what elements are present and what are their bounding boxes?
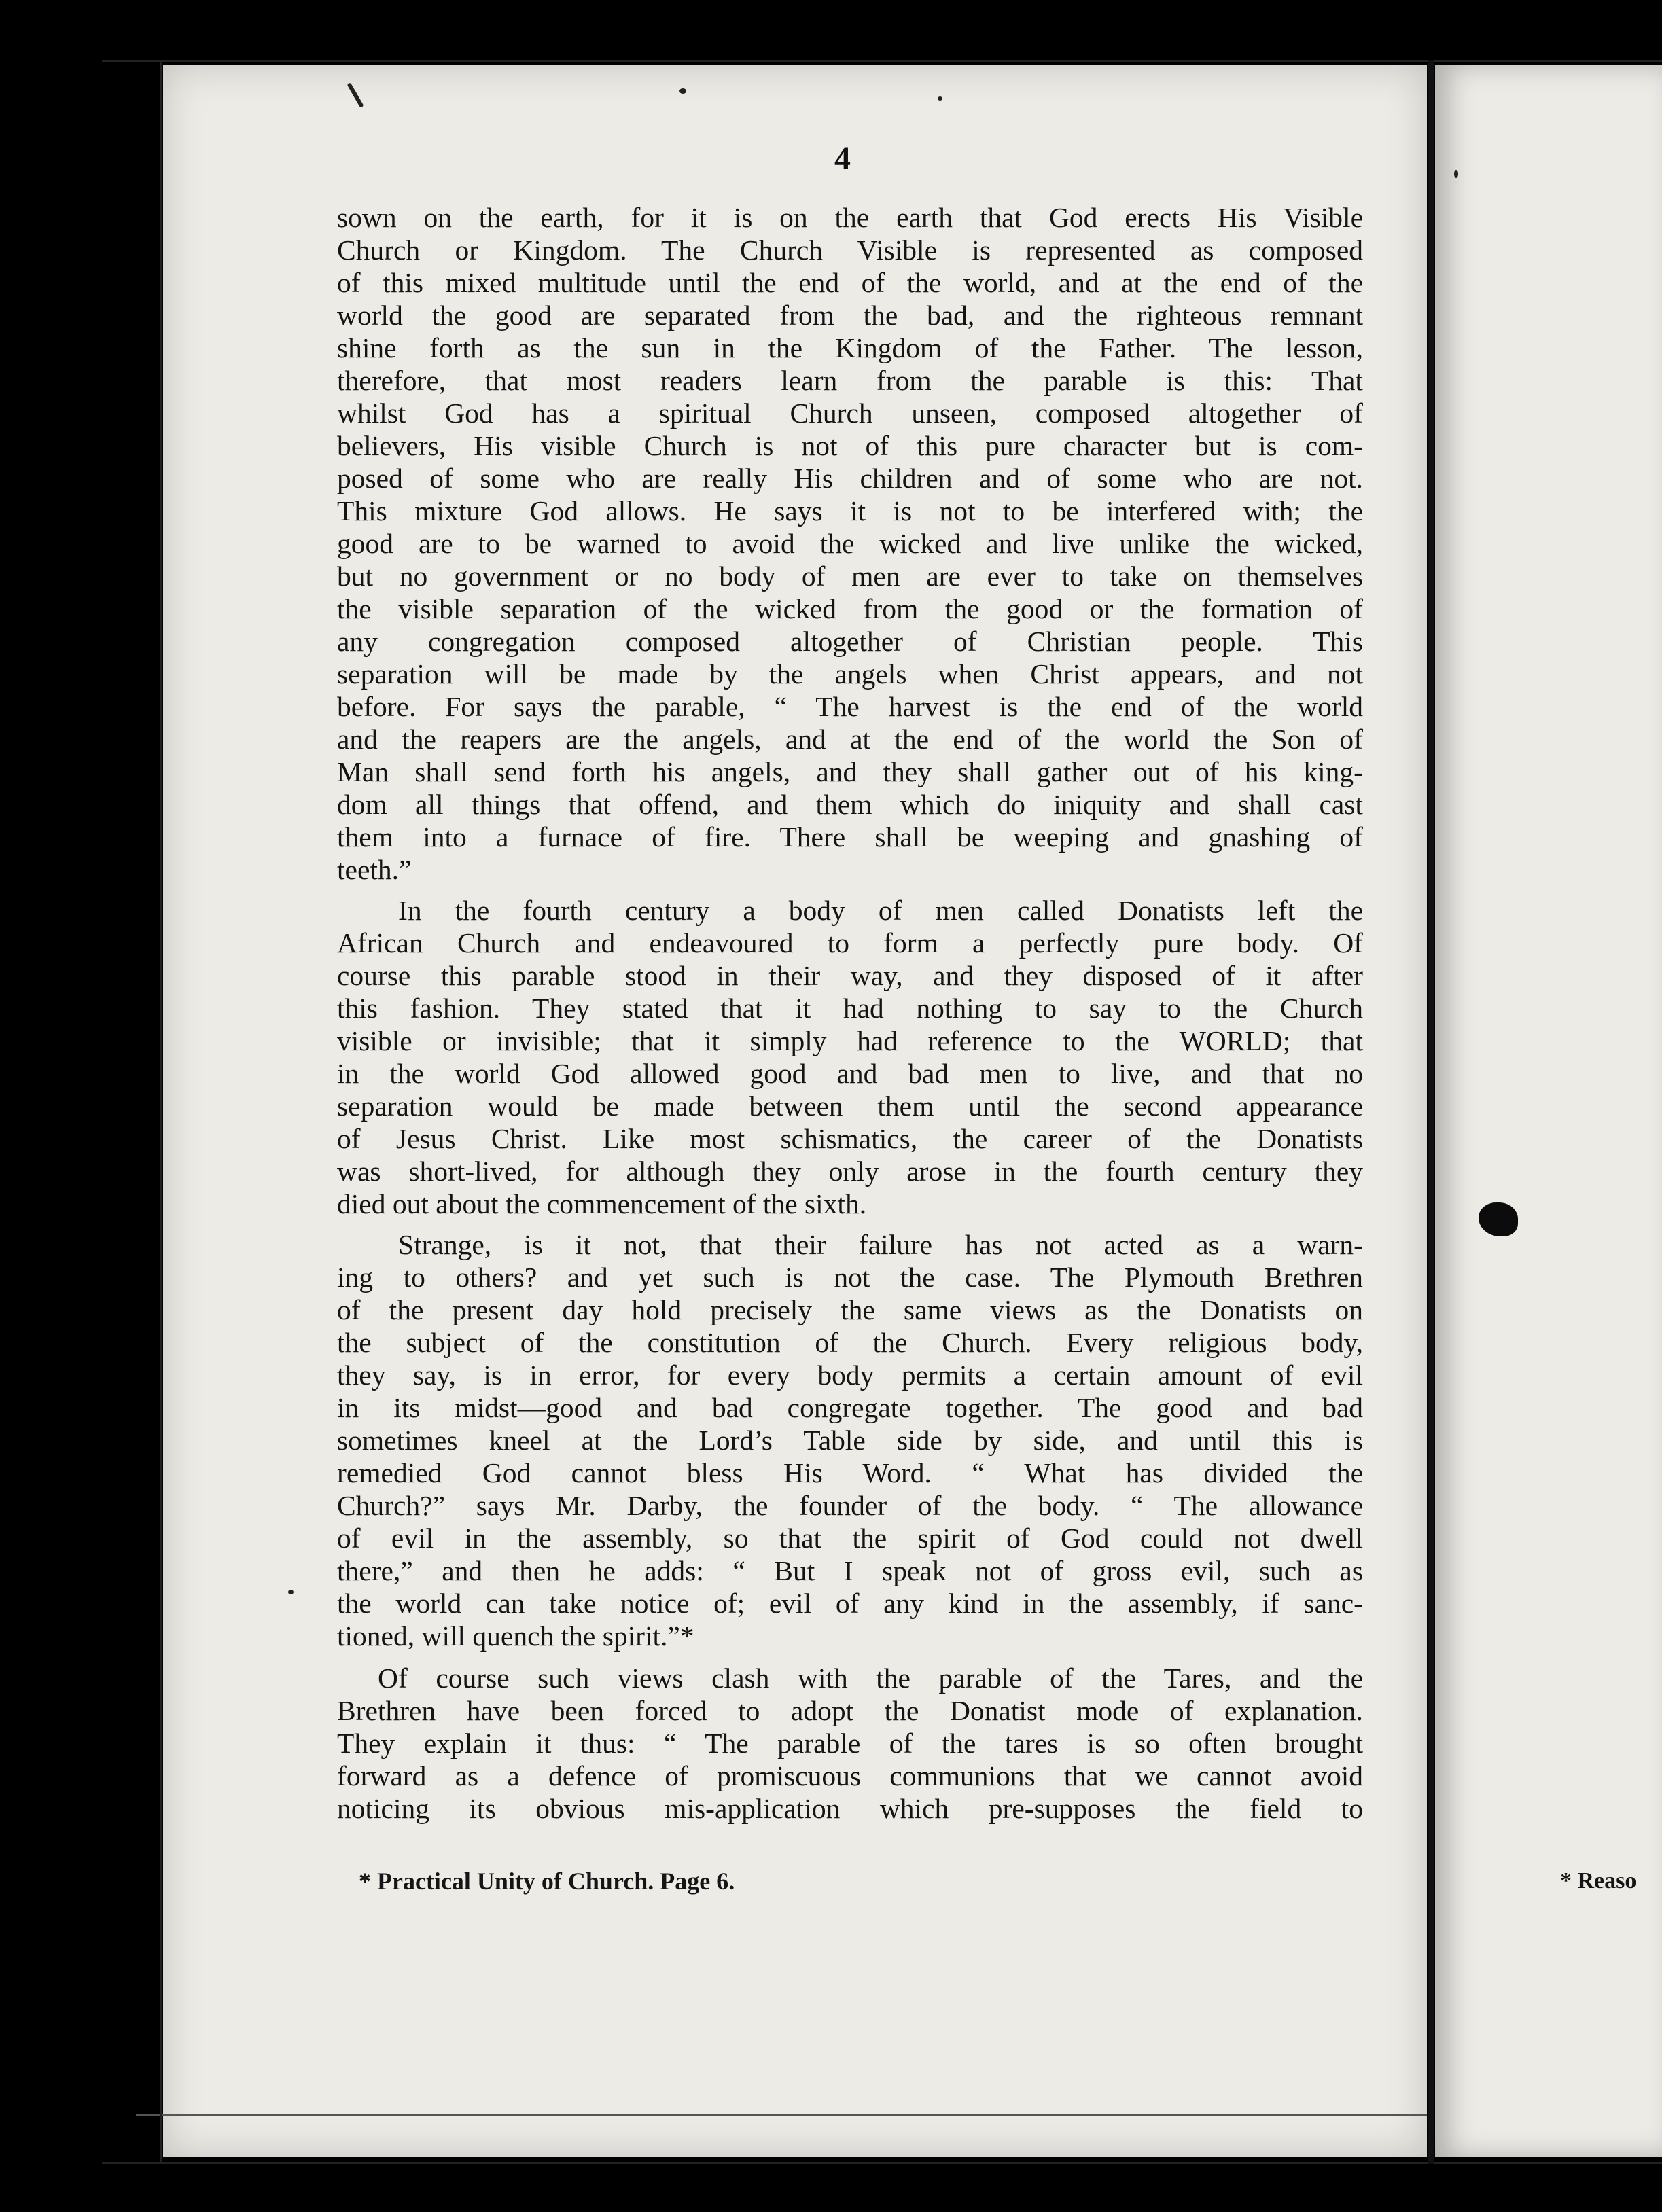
gutter-rule: [1428, 60, 1434, 2164]
text-line: they say, is in error, for every body permits a certain amount of evil: [337, 1359, 1363, 1391]
text-line: separation will be made by the angels when Christ appears, and not: [337, 658, 1363, 690]
facing-page: [1435, 65, 1662, 2157]
text-line: before. For says the parable, “ The harvest is the end of the world: [337, 691, 1363, 722]
text-line: They explain it thus: “ The parable of the tares is so often brought: [337, 1728, 1363, 1759]
text-line: died out about the commencement of the sixth.: [337, 1188, 867, 1219]
text-line: was short-lived, for although they only arose in the fourth century they: [337, 1156, 1363, 1187]
text-line: Church?” says Mr. Darby, the founder of the body. “ The allowance: [337, 1490, 1363, 1521]
text-line: of Jesus Christ. Like most schismatics, the career of the Donatists: [337, 1123, 1363, 1154]
dust-speck: [679, 88, 686, 94]
inner-bottom-rule: [136, 2114, 1427, 2116]
text-line: teeth.”: [337, 854, 412, 885]
text-line: Strange, is it not, that their failure has not acted as a warn-: [398, 1229, 1363, 1260]
dust-speck: [288, 1590, 294, 1594]
text-line: Brethren have been forced to adopt the Donatist mode of explanation.: [337, 1695, 1363, 1726]
text-line: This mixture God allows. He says it is not to be interfered with; the: [337, 495, 1363, 527]
text-line: good are to be warned to avoid the wicked and live unlike the wicked,: [337, 528, 1363, 559]
text-line: course this parable stood in their way, and they disposed of it after: [337, 960, 1363, 991]
text-line: them into a furnace of fire. There shall be weeping and gnashing of: [337, 821, 1363, 853]
text-line: remedied God cannot bless His Word. “ What has divided the: [337, 1457, 1363, 1488]
text-line: the subject of the constitution of the Church. Every religious body,: [337, 1327, 1363, 1358]
text-line: of evil in the assembly, so that the spirit of God could not dwell: [337, 1522, 1363, 1554]
text-line: in its midst—good and bad congregate together. The good and bad: [337, 1392, 1363, 1423]
text-line: In the fourth century a body of men called Donatists left the: [398, 895, 1363, 926]
text-line: this fashion. They stated that it had nothing to say to the Church: [337, 993, 1363, 1024]
text-line: tioned, will quench the spirit.”*: [337, 1620, 694, 1652]
footnote: * Practical Unity of Church. Page 6.: [359, 1868, 735, 1895]
text-line: African Church and endeavoured to form a perfectly pure body. Of: [337, 927, 1363, 959]
text-line: shine forth as the sun in the Kingdom of the Father. The lesson,: [337, 332, 1363, 363]
dust-speck: [938, 96, 942, 101]
text-line: Man shall send forth his angels, and they shall gather out of his king-: [337, 756, 1363, 787]
text-line: Of course such views clash with the parable of the Tares, and the: [378, 1662, 1363, 1694]
text-line: of the present day hold precisely the same views as the Donatists on: [337, 1294, 1363, 1325]
text-line: in the world God allowed good and bad men to live, and that no: [337, 1058, 1363, 1089]
text-line: Church or Kingdom. The Church Visible is represented as composed: [337, 234, 1363, 266]
text-line: there,” and then he adds: “ But I speak not of gross evil, such as: [337, 1555, 1363, 1586]
dust-speck: [1454, 170, 1458, 178]
text-line: sometimes kneel at the Lord’s Table side by side, and until this is: [337, 1425, 1363, 1456]
text-line: any congregation composed altogether of Christian people. This: [337, 626, 1363, 657]
text-line: noticing its obvious mis-application which pre-supposes the field to: [337, 1793, 1363, 1824]
left-rule: [160, 60, 162, 2164]
text-line: sown on the earth, for it is on the earth that God erects His Visible: [337, 202, 1363, 233]
text-line: but no government or no body of men are ever to take on themselves: [337, 560, 1363, 592]
text-line: ing to others? and yet such is not the case. The Plymouth Brethren: [337, 1262, 1363, 1293]
text-line: whilst God has a spiritual Church unseen, composed altogether of: [337, 397, 1363, 429]
text-line: forward as a defence of promiscuous communions that we cannot avoid: [337, 1760, 1363, 1791]
text-line: visible or invisible; that it simply had reference to the WORLD; that: [337, 1025, 1363, 1056]
text-line: world the good are separated from the bad, and the righteous remnant: [337, 300, 1363, 331]
text-line: of this mixed multitude until the end of the world, and at the end of the: [337, 267, 1363, 298]
text-line: dom all things that offend, and them which do iniquity and shall cast: [337, 789, 1363, 820]
text-line: therefore, that most readers learn from the parable is this: That: [337, 365, 1363, 396]
facing-footnote: * Reaso: [1560, 1868, 1637, 1893]
text-line: posed of some who are really His children and of some who are not.: [337, 463, 1363, 494]
text-line: and the reapers are the angels, and at the end of the world the Son of: [337, 724, 1363, 755]
text-line: believers, His visible Church is not of this pure character but is com-: [337, 430, 1363, 461]
text-line: the visible separation of the wicked from the good or the formation of: [337, 593, 1363, 624]
page-number: 4: [834, 141, 852, 177]
text-line: the world can take notice of; evil of any kind in the assembly, if sanc-: [337, 1588, 1363, 1619]
text-line: separation would be made between them until the second appearance: [337, 1090, 1363, 1122]
